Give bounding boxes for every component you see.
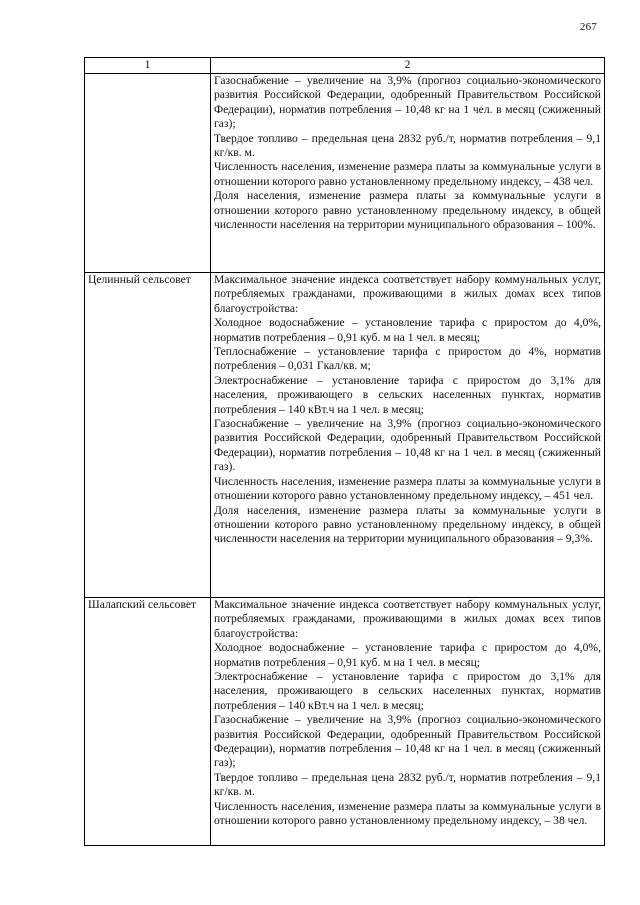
page-number: 267 xyxy=(579,21,597,33)
column-header-1: 1 xyxy=(85,58,211,74)
description-cell xyxy=(211,273,605,598)
description-paragraph: Холодное водоснабжение – установление тарифа с приростом до 4,0%, норматив потребления – 0,91 куб. м на 1 чел. в месяц; xyxy=(214,316,601,344)
description-paragraph: Газоснабжение – увеличение на 3,9% (прогноз социально-экономического развития Российской Федерации, одобренный Правительством Российской Федерации), норматив потребления – 10,48 кг на 1 чел. в месяц (сжиженный газ); xyxy=(214,713,601,770)
table-row xyxy=(85,74,605,273)
column-header-2: 2 xyxy=(211,58,605,74)
table-row xyxy=(85,273,605,598)
description-paragraph: Теплоснабжение – установление тарифа с приростом до 4%, норматив потребления – 0,031 Гкал/кв. м; xyxy=(214,345,601,373)
description-paragraph: Численность населения, изменение размера платы за коммунальные услуги в отношении которого равно установленному предельному индексу, – 438 чел. xyxy=(214,160,601,188)
table-header-row xyxy=(85,58,605,74)
description-paragraph: Максимальное значение индекса соответствует набору коммунальных услуг, потребляемых гражданами, проживающими в жилых домах всех типов благоустройства: xyxy=(214,598,601,640)
description-paragraph: Численность населения, изменение размера платы за коммунальные услуги в отношении которого равно установленному предельному индексу, – 451 чел. xyxy=(214,474,601,503)
description-paragraph: Холодное водоснабжение – установление тарифа с приростом до 4,0%, норматив потребления – 0,91 куб. м на 1 чел. в месяц; xyxy=(214,641,601,669)
table-row xyxy=(85,598,605,846)
description-paragraph: Максимальное значение индекса соответствует набору коммунальных услуг, потребляемых гражданами, проживающими в жилых домах всех типов благоустройства: xyxy=(214,273,601,315)
description-paragraph: Доля населения, изменение размера платы за коммунальные услуги в отношении которого равно установленному предельному индексу, в общей численности населения на территории муниципального образования – 9,3%. xyxy=(214,503,601,546)
region-cell: Шалапский сельсовет xyxy=(85,598,211,846)
description-cell xyxy=(211,74,605,273)
description-paragraph: Электроснабжение – установление тарифа с приростом до 3,1% для населения, проживающего в сельских населенных пунктах, норматив потребления – 140 кВт.ч на 1 чел. в месяц; xyxy=(214,670,601,712)
region-cell xyxy=(85,74,211,273)
description-paragraph: Электроснабжение – установление тарифа с приростом до 3,1% для населения, проживающего в сельских населенных пунктах, норматив потребления – 140 кВт.ч на 1 чел. в месяц; xyxy=(214,373,601,416)
region-cell: Целинный сельсовет xyxy=(85,273,211,598)
description-paragraph: Численность населения, изменение размера платы за коммунальные услуги в отношении которого равно установленному предельному индексу, – 38 чел. xyxy=(214,799,601,828)
description-paragraph: Твердое топливо – предельная цена 2832 руб./т, норматив потребления – 9,1 кг/кв. м. xyxy=(214,131,601,160)
description-cell xyxy=(211,598,605,846)
description-paragraph: Газоснабжение – увеличение на 3,9% (прогноз социально-экономического развития Российской Федерации, одобренный Правительством Российской Федерации), норматив потребления – 10,48 кг на 1 чел. в месяц (сжиженный газ); xyxy=(214,74,601,131)
description-paragraph: Доля населения, изменение размера платы за коммунальные услуги в отношении которого равно установленному предельному индексу, в общей численности населения на территории муниципального образования – 100%. xyxy=(214,189,601,232)
description-paragraph: Газоснабжение – увеличение на 3,9% (прогноз социально-экономического развития Российской Федерации, одобренный Правительством Российской Федерации), норматив потребления – 10,48 кг на 1 чел. в месяц (сжиженный газ). xyxy=(214,417,601,474)
description-paragraph: Твердое топливо – предельная цена 2832 руб./т, норматив потребления – 9,1 кг/кв. м. xyxy=(214,770,601,799)
tariff-table xyxy=(84,57,605,846)
